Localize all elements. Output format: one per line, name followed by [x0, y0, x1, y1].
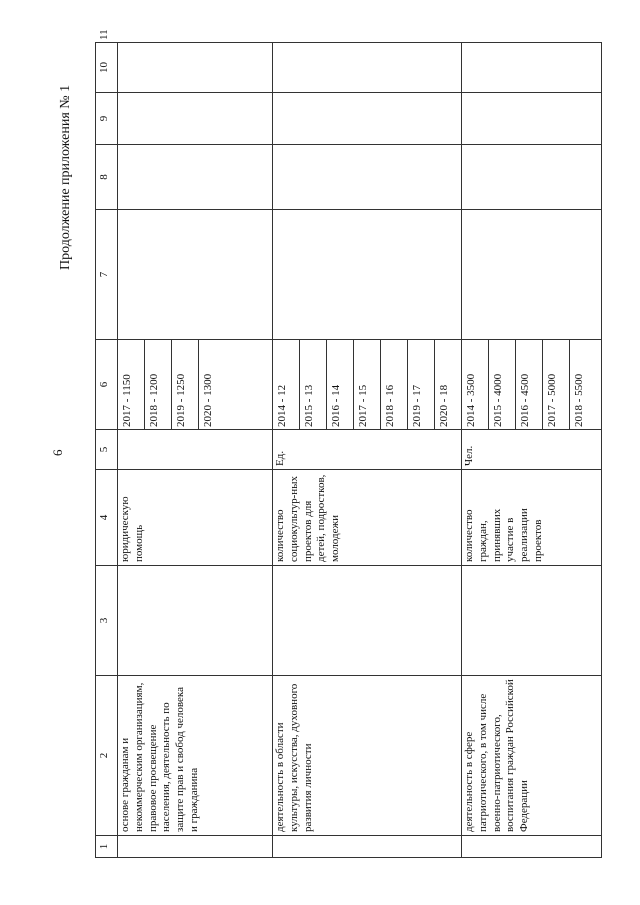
unit-cell: Ед. [273, 430, 462, 470]
cell-col7 [118, 210, 273, 340]
column-header-4: 4 [96, 470, 118, 566]
year-value: 2015 - 4000 [489, 340, 516, 429]
activity-cell: основе гражданам и некоммерческим организациям, правовое просвещение населения, деятельность по защите прав и свобод человека и гражданина [118, 676, 273, 836]
indicator-cell: количество социокультур-ных проектов для детей, подростков, молодежи [273, 470, 462, 566]
cell-col7 [462, 210, 602, 340]
cell-col8 [462, 145, 602, 210]
rotated-table-container [95, 29, 595, 858]
cell-col1 [273, 836, 462, 858]
yearly-values [273, 340, 461, 429]
yearly-values-cell [273, 340, 462, 430]
table-row [273, 43, 462, 858]
column-header-3: 3 [96, 566, 118, 676]
yearly-values [462, 340, 596, 429]
cell-col8 [273, 145, 462, 210]
unit-cell [118, 430, 273, 470]
table-row [118, 43, 273, 858]
activity-cell: деятельность в области культуры, искусства, духовного развития личности [273, 676, 462, 836]
table-row [462, 43, 602, 858]
year-value: 2019 - 17 [408, 340, 435, 429]
cell-col10 [273, 43, 462, 93]
cell-col1 [118, 836, 273, 858]
page-number: 6 [50, 449, 65, 456]
cell-col7 [273, 210, 462, 340]
year-value: 2018 - 16 [381, 340, 408, 429]
column-number-row: 1 2 3 4 5 6 7 8 9 10 11 [96, 43, 118, 858]
year-value: 2017 - 5000 [543, 340, 570, 429]
cell-col3 [273, 566, 462, 676]
column-header-5: 5 [96, 430, 118, 470]
cell-col9 [462, 93, 602, 145]
year-value: 2020 - 18 [438, 384, 450, 427]
cell-col1 [462, 836, 602, 858]
year-value: 2016 - 14 [327, 340, 354, 429]
column-header-8: 8 [96, 145, 118, 210]
year-value: 2018 - 5500 [573, 373, 585, 427]
cell-col3 [118, 566, 273, 676]
indicator-cell: количество граждан, принявших участие в реализации проектов [462, 470, 602, 566]
column-header-2: 2 [96, 676, 118, 836]
yearly-values [118, 340, 225, 429]
cell-col3 [462, 566, 602, 676]
column-header-1: 1 [96, 836, 118, 858]
column-header-10: 10 [96, 43, 118, 93]
activity-cell: деятельность в сфере патриотического, в том числе военно-патриотического, воспитания граждан Российской Федерации [462, 676, 602, 836]
appendix-title: Продолжение приложения № 1 [58, 84, 73, 270]
year-value: 2017 - 1150 [118, 340, 145, 429]
year-value: 2020 - 1300 [202, 373, 214, 427]
year-value: 2014 - 12 [273, 340, 300, 429]
year-value: 2018 - 1200 [145, 340, 172, 429]
unit-cell: Чел. [462, 430, 602, 470]
cell-col10 [462, 43, 602, 93]
year-value: 2019 - 1250 [172, 340, 199, 429]
column-header-6: 6 [96, 340, 118, 430]
column-header-9: 9 [96, 93, 118, 145]
indicator-cell: юридическую помощь [118, 470, 273, 566]
cell-col9 [118, 93, 273, 145]
appendix-table [95, 29, 602, 858]
year-value: 2015 - 13 [300, 340, 327, 429]
cell-col9 [273, 93, 462, 145]
cell-col8 [118, 145, 273, 210]
year-value: 2016 - 4500 [516, 340, 543, 429]
yearly-values-cell [118, 340, 273, 430]
yearly-values-cell [462, 340, 602, 430]
cell-col10 [118, 43, 273, 93]
year-value: 2014 - 3500 [462, 340, 489, 429]
column-header-7: 7 [96, 210, 118, 340]
year-value: 2017 - 15 [354, 340, 381, 429]
